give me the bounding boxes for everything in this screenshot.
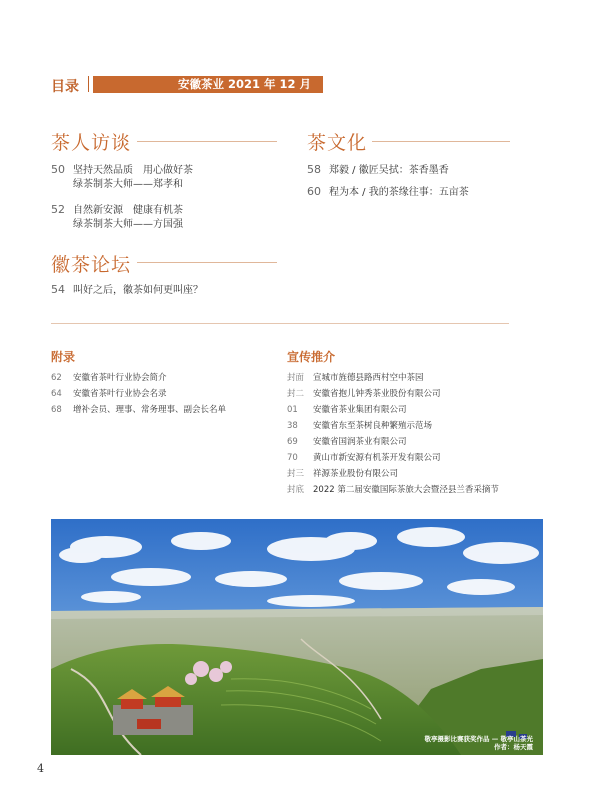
entry-title: 安徽省国润茶业有限公司: [313, 437, 407, 447]
list-item[interactable]: [287, 482, 499, 498]
entry-page: 01: [287, 405, 298, 415]
page-number: 4: [37, 762, 44, 775]
header-bar-text: 安徽茶业 2021 年 12 月: [177, 77, 311, 91]
entry-title: 安徽省抱儿钟秀茶业股份有限公司: [313, 389, 441, 399]
photo-caption-line1: 敬亭摄影比赛获奖作品 — 敬亭山茶光: [424, 735, 533, 743]
entry-title: 叫好之后，徽茶如何更叫座？: [73, 285, 203, 296]
section-line-forum: [137, 262, 277, 263]
entry-page: 58: [307, 163, 321, 176]
list-item[interactable]: [287, 370, 499, 386]
entry-page: 封三: [287, 469, 305, 479]
entry-page: 54: [51, 283, 65, 296]
section-title-promo: 宣传推介: [287, 350, 336, 364]
section-title-culture: 茶文化: [307, 132, 368, 154]
entry-title: 程为本 / 我的茶缘往事：五亩茶: [329, 187, 469, 198]
toc-separator: [88, 76, 89, 92]
entry-page: 封底: [287, 485, 305, 495]
entry-page: 70: [287, 453, 298, 463]
list-item[interactable]: [287, 466, 499, 482]
section-divider: [51, 323, 509, 324]
landscape-photo: [51, 519, 543, 755]
photo-caption-line2: 作者：杨天霞: [494, 743, 533, 751]
toc-entry[interactable]: [51, 163, 193, 177]
entry-subtitle: 绿茶制茶大师——郑孝和: [73, 179, 183, 190]
entry-page: 封面: [287, 373, 305, 383]
promo-list: [287, 370, 499, 498]
entry-title: 安徽省茶叶行业协会名录: [73, 389, 167, 399]
list-item[interactable]: [287, 450, 499, 466]
entry-title: 自然新安源 健康有机茶: [73, 205, 183, 216]
toc-label: 目录: [51, 79, 79, 95]
entry-page: 68: [51, 405, 62, 415]
list-item[interactable]: [51, 370, 226, 386]
toc-entry[interactable]: [51, 283, 203, 297]
section-title-forum: 徽茶论坛: [51, 254, 132, 276]
entry-page: 64: [51, 389, 62, 399]
entry-title: 安徽省东至茶树良种繁殖示范场: [313, 421, 433, 431]
toc-entry[interactable]: [51, 203, 183, 217]
toc-entry[interactable]: [307, 163, 449, 177]
section-title-appendix: 附录: [51, 350, 76, 364]
entry-page: 69: [287, 437, 298, 447]
section-line-interview: [137, 141, 277, 142]
appendix-list: [51, 370, 226, 418]
entry-title: 安徽省茶叶行业协会简介: [73, 373, 167, 383]
header-bar: [93, 76, 323, 93]
entry-title: 增补会员、理事、常务理事、副会长名单: [73, 405, 227, 415]
entry-title: 郑毅 / 徽匠吴拭：茶香墨香: [329, 165, 449, 176]
entry-page: 62: [51, 373, 62, 383]
list-item[interactable]: [287, 434, 499, 450]
photo-caption: [424, 735, 533, 751]
list-item[interactable]: [287, 418, 499, 434]
list-item[interactable]: [287, 402, 499, 418]
section-line-culture: [372, 141, 510, 142]
entry-title: 安徽省茶业集团有限公司: [313, 405, 407, 415]
toc-entry[interactable]: [307, 185, 469, 199]
entry-page: 52: [51, 203, 65, 216]
list-item[interactable]: [51, 402, 226, 418]
list-item[interactable]: [287, 386, 499, 402]
entry-page: 50: [51, 163, 65, 176]
entry-subtitle: 绿茶制茶大师——方国强: [73, 219, 183, 230]
entry-page: 60: [307, 185, 321, 198]
entry-title: 祥源茶业股份有限公司: [313, 469, 399, 479]
entry-page: 38: [287, 421, 298, 431]
entry-title: 宣城市旌德县路西村空中茶园: [313, 373, 424, 383]
entry-page: 封二: [287, 389, 305, 399]
list-item[interactable]: [51, 386, 226, 402]
entry-title: 2022 第二届安徽国际茶旅大会暨泾县兰香采摘节: [313, 485, 499, 495]
section-title-interview: 茶人访谈: [51, 132, 132, 154]
entry-title: 坚持天然品质 用心做好茶: [73, 165, 193, 176]
landscape-illustration: [51, 519, 543, 755]
entry-title: 黄山市新安源有机茶开发有限公司: [313, 453, 441, 463]
